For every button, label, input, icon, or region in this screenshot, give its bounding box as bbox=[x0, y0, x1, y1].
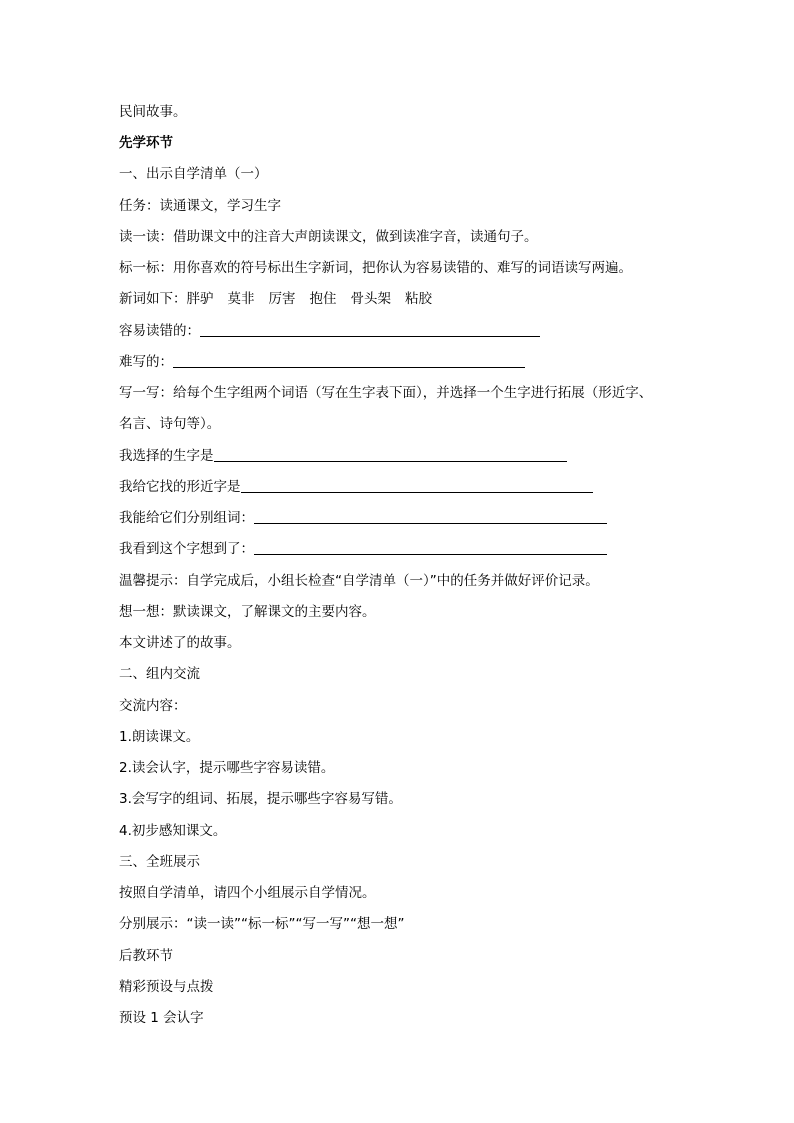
association-line bbox=[119, 540, 607, 558]
similar-char-label: 我给它找的形近字是 bbox=[119, 479, 241, 495]
list-item: 3.会写字的组词、拓展，提示哪些字容易写错。 bbox=[119, 791, 402, 807]
hard-to-write-line bbox=[119, 353, 525, 371]
text-presentation-items: 分别展示：“读一读”“标一标”“写一写”“想一想” bbox=[119, 916, 405, 932]
answer-blank[interactable] bbox=[254, 540, 607, 555]
word-forming-label: 我能给它们分别组词： bbox=[119, 510, 254, 526]
new-word: 骨头架 bbox=[350, 291, 391, 307]
text-write-step: 写一写：给每个生字组两个词语（写在生字表下面），并选择一个生字进行拓展（形近字、 bbox=[119, 385, 653, 401]
hard-to-write-label: 难写的： bbox=[119, 354, 173, 370]
section-heading-pre-study: 先学环节 bbox=[119, 135, 173, 151]
text-story-summary: 本文讲述了的故事。 bbox=[119, 635, 241, 651]
chosen-char-label: 我选择的生字是 bbox=[119, 448, 214, 464]
text-write-step-cont: 名言、诗句等）。 bbox=[119, 416, 221, 432]
heading-preset-1: 预设 1 会认字 bbox=[119, 1010, 204, 1026]
heading-presets: 精彩预设与点拨 bbox=[119, 979, 214, 995]
easy-misread-label: 容易读错的： bbox=[119, 323, 200, 339]
answer-blank[interactable] bbox=[200, 322, 540, 337]
answer-blank[interactable] bbox=[241, 478, 593, 493]
text-exchange-content: 交流内容： bbox=[119, 698, 187, 714]
text-read-step: 读一读：借助课文中的注音大声朗读课文，做到读准字音，读通句子。 bbox=[119, 229, 538, 245]
easy-misread-line bbox=[119, 322, 540, 340]
new-word: 胖驴 bbox=[186, 291, 214, 307]
heading-self-study-list: 一、出示自学清单（一） bbox=[119, 166, 268, 182]
heading-post-teaching: 后教环节 bbox=[119, 948, 173, 964]
new-word: 抱住 bbox=[309, 291, 337, 307]
list-item: 4.初步感知课文。 bbox=[119, 823, 227, 839]
similar-char-line bbox=[119, 478, 593, 496]
answer-blank[interactable] bbox=[173, 353, 525, 368]
text-presentation-instructions: 按照自学清单，请四个小组展示自学情况。 bbox=[119, 885, 376, 901]
new-word: 厉害 bbox=[268, 291, 296, 307]
list-item: 2.读会认字，提示哪些字容易读错。 bbox=[119, 760, 335, 776]
text-line-intro: 民间故事。 bbox=[119, 104, 187, 120]
chosen-char-line bbox=[119, 447, 567, 465]
text-mark-step: 标一标：用你喜欢的符号标出生字新词，把你认为容易读错的、难写的词语读写两遍。 bbox=[119, 260, 632, 276]
new-words-label: 新词如下： bbox=[119, 291, 187, 307]
heading-class-presentation: 三、全班展示 bbox=[119, 854, 200, 870]
text-warm-tip: 温馨提示：自学完成后，小组长检查“自学清单（一）”中的任务并做好评价记录。 bbox=[119, 573, 599, 589]
association-label: 我看到这个字想到了： bbox=[119, 541, 254, 557]
new-word: 粘胶 bbox=[405, 291, 432, 307]
new-words-line bbox=[119, 290, 432, 308]
text-task: 任务：读通课文，学习生字 bbox=[119, 198, 281, 214]
answer-blank[interactable] bbox=[254, 509, 607, 524]
answer-blank[interactable] bbox=[214, 447, 567, 462]
new-word: 莫非 bbox=[227, 291, 255, 307]
list-item: 1.朗读课文。 bbox=[119, 729, 200, 745]
heading-group-exchange: 二、组内交流 bbox=[119, 666, 200, 682]
text-think-step: 想一想：默读课文，了解课文的主要内容。 bbox=[119, 604, 376, 620]
word-forming-line bbox=[119, 509, 607, 527]
